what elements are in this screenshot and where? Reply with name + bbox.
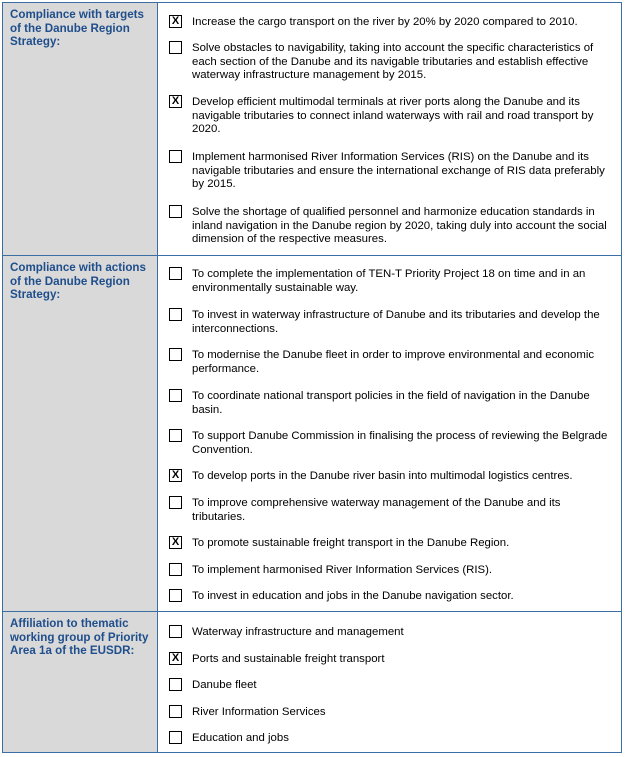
actions-section [3,256,621,612]
option-label: Implement harmonised River Information Services (RIS) on the Danube and its navigable tributaries and ensure the international exchange of RIS data preferably by 2015. [192,151,605,190]
section-label: Compliance with targets of the Danube Region Strategy: [10,8,144,48]
actions-label-cell [3,256,158,611]
checkbox[interactable]: X [169,536,182,549]
working-group-options [159,612,621,752]
section-label: Affiliation to thematic working group of Priority Area 1a of the EUSDR: [10,617,149,657]
option-label: Develop efficient multimodal terminals at river ports along the Danube and its navigable tributaries to connect inland waterways with rail and road transport by 2020. [192,96,594,135]
checkbox[interactable] [169,41,182,54]
checkbox[interactable]: X [169,15,182,28]
option-label: To coordinate national transport policies in the field of navigation in the Danube basin. [192,390,590,416]
option-label: To develop ports in the Danube river basin into multimodal logistics centres. [192,470,573,482]
checkbox[interactable] [169,731,182,744]
option-label: To invest in waterway infrastructure of Danube and its tributaries and develop the interconnections. [192,309,600,335]
checkbox[interactable]: X [169,95,182,108]
checkbox[interactable] [169,496,182,509]
checkbox[interactable] [169,389,182,402]
section-label: Compliance with actions of the Danube Region Strategy: [10,261,146,301]
checkbox[interactable] [169,589,182,602]
checkbox[interactable] [169,348,182,361]
option-label: To complete the implementation of TEN-T Priority Project 18 on time and in an environmentally sustainable way. [192,268,586,294]
checkbox[interactable] [169,625,182,638]
working-group-section [3,612,621,752]
option-label: Ports and sustainable freight transport [192,653,385,665]
checkbox[interactable] [169,429,182,442]
targets-section [3,3,621,256]
option-label: To invest in education and jobs in the Danube navigation sector. [192,590,514,602]
option-label: River Information Services [192,706,326,718]
compliance-form-table [2,2,622,753]
option-label: To support Danube Commission in finalising the process of reviewing the Belgrade Convention. [192,430,608,456]
option-label: Increase the cargo transport on the river by 20% by 2020 compared to 2010. [192,16,578,28]
checkbox[interactable] [169,705,182,718]
option-label: Danube fleet [192,679,257,691]
working-group-label-cell [3,612,158,752]
option-label: Solve the shortage of qualified personnel and harmonize education standards in inland navigation in the Danube region by 2020, taking duly into account the social dimension of the respective measures. [192,206,607,245]
checkbox[interactable] [169,678,182,691]
option-label: To improve comprehensive waterway management of the Danube and its tributaries. [192,497,561,523]
checkbox[interactable] [169,150,182,163]
option-label: To implement harmonised River Information Services (RIS). [192,564,493,576]
checkbox[interactable]: X [169,652,182,665]
option-label: To promote sustainable freight transport in the Danube Region. [192,537,510,549]
checkbox[interactable] [169,205,182,218]
option-label: To modernise the Danube fleet in order to improve environmental and economic performance. [192,349,595,375]
actions-options [159,256,621,611]
checkbox[interactable] [169,267,182,280]
option-label: Solve obstacles to navigability, taking into account the specific characteristics of each section of the Danube and its navigable tributaries and establish effective waterway infrastructure management by 2015. [192,42,594,81]
targets-label-cell [3,3,158,255]
checkbox[interactable]: X [169,469,182,482]
targets-options [159,3,621,255]
checkbox[interactable] [169,308,182,321]
option-label: Waterway infrastructure and management [192,626,404,638]
checkbox[interactable] [169,563,182,576]
option-label: Education and jobs [192,732,289,744]
